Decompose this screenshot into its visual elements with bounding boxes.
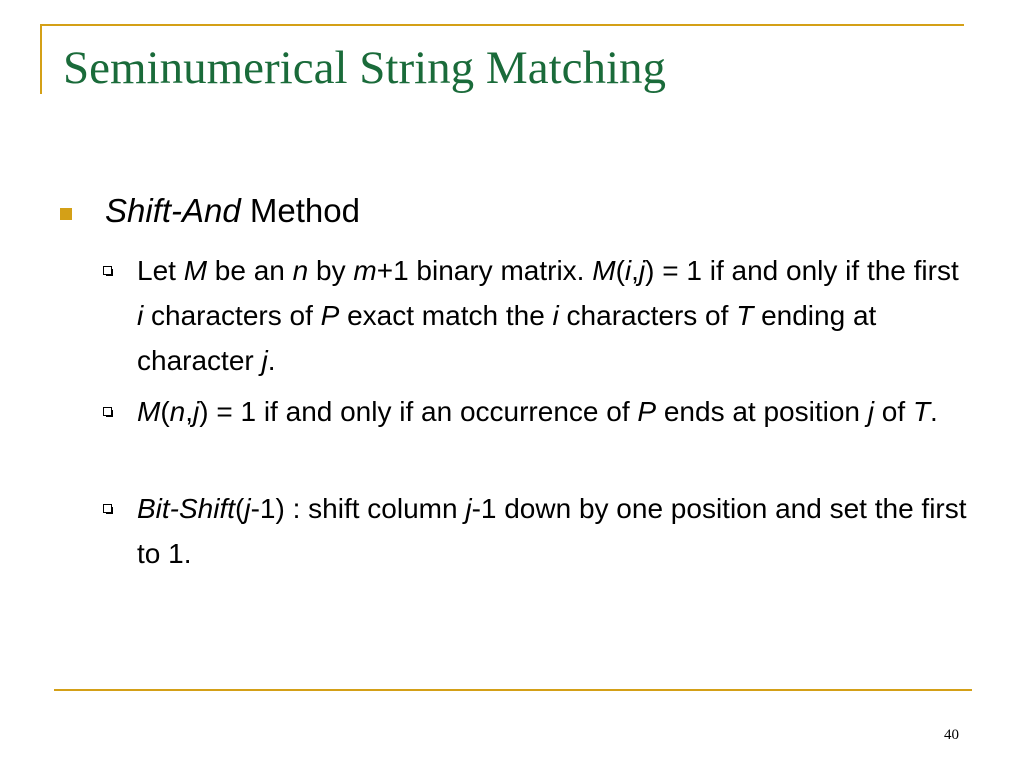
text-segment: (: [160, 396, 170, 427]
slide-title: Seminumerical String Matching: [63, 42, 667, 94]
hollow-square-bullet-icon: [103, 407, 112, 416]
text-segment: ) = 1 if and only if an occurrence of: [199, 396, 638, 427]
sub-bullet-2: [137, 389, 967, 434]
page-number: 40: [944, 727, 959, 743]
main-bullet-text: Method: [240, 192, 360, 229]
sub-bullet-3-text: [137, 493, 967, 569]
text-segment: +1 binary matrix.: [376, 255, 593, 286]
text-segment: Let: [137, 255, 184, 286]
text-segment: ) = 1 if and only if the first: [645, 255, 959, 286]
text-segment: -1) : shift column: [250, 493, 466, 524]
math-variable: P: [320, 300, 340, 331]
math-variable: j: [193, 396, 200, 427]
math-variable: j: [465, 493, 472, 524]
math-variable: M: [137, 396, 161, 427]
text-segment: ,: [631, 255, 639, 286]
math-variable: Bit-Shift: [137, 493, 236, 524]
math-variable: M: [183, 255, 208, 286]
top-rule: [40, 24, 964, 26]
math-variable: n: [169, 396, 186, 427]
math-variable: n: [292, 255, 309, 286]
text-segment: characters of: [143, 300, 321, 331]
left-rule: [40, 24, 42, 94]
text-segment: ending at character: [137, 300, 877, 376]
math-variable: i: [137, 300, 144, 331]
main-bullet-italic: Shift-And: [105, 192, 241, 229]
hollow-square-bullet-icon: [103, 266, 112, 275]
hollow-square-bullet-icon: [103, 504, 112, 513]
square-bullet-icon: [60, 208, 72, 220]
math-variable: T: [912, 396, 931, 427]
text-segment: (: [615, 255, 625, 286]
text-segment: exact match the: [339, 300, 553, 331]
bottom-rule: [54, 689, 972, 691]
sub-bullet-1: [137, 248, 967, 383]
math-variable: j: [638, 255, 646, 286]
math-variable: i: [624, 255, 632, 286]
math-variable: M: [592, 255, 616, 286]
text-segment: .: [930, 396, 938, 427]
math-variable: m: [353, 255, 377, 286]
math-variable: i: [552, 300, 559, 331]
sub-bullet-1-text: [137, 255, 959, 376]
math-variable: T: [736, 300, 754, 331]
text-segment: .: [267, 345, 276, 376]
text-segment: ,: [185, 396, 194, 427]
text-segment: characters of: [558, 300, 737, 331]
text-segment: -1 down by one position and set the first to 1.: [137, 493, 967, 569]
text-segment: be an: [207, 255, 293, 286]
text-segment: ends at position: [656, 396, 868, 427]
math-variable: j: [244, 493, 251, 524]
math-variable: j: [867, 396, 875, 427]
main-bullet: [105, 191, 360, 231]
text-segment: by: [308, 255, 354, 286]
text-segment: (: [235, 493, 245, 524]
sub-bullet-3: [137, 486, 967, 576]
sub-bullet-2-text: [137, 396, 938, 427]
math-variable: P: [637, 396, 657, 427]
math-variable: j: [261, 345, 268, 376]
text-segment: of: [874, 396, 913, 427]
